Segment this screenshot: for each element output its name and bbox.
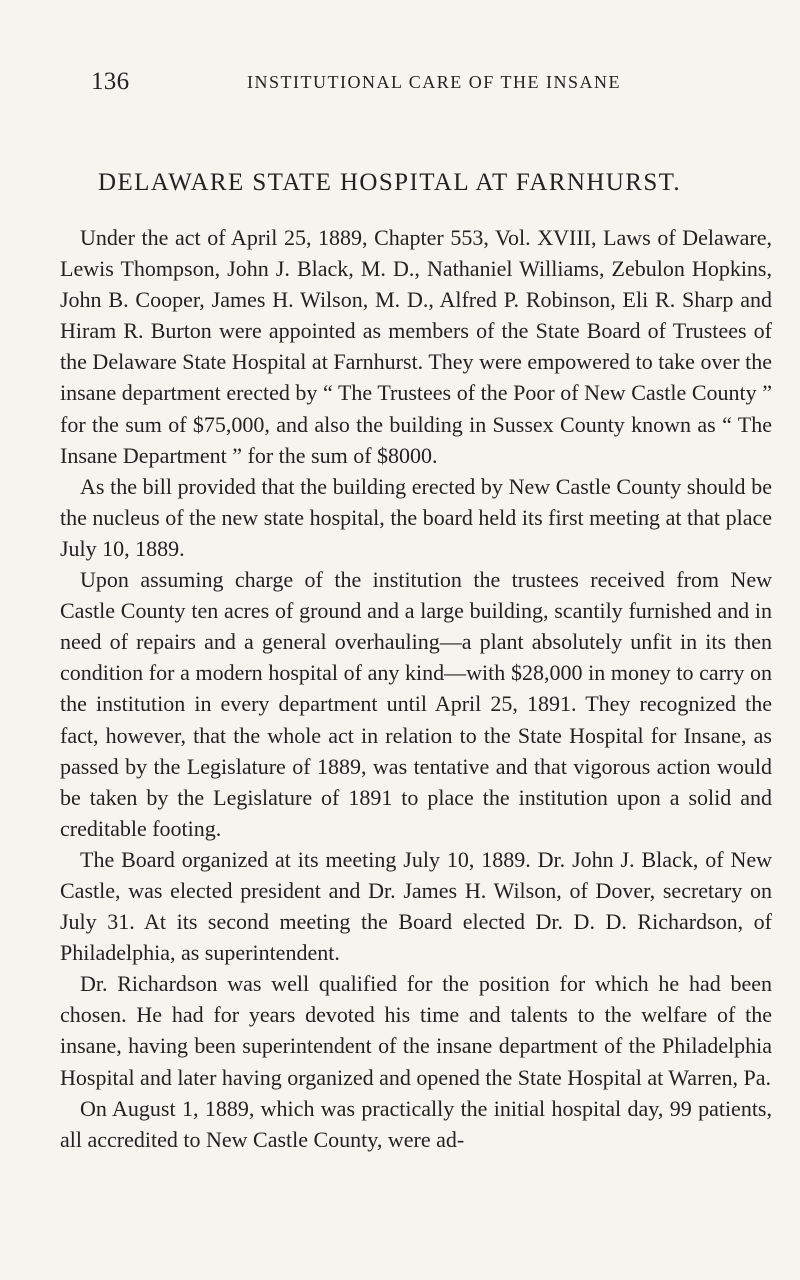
body-text — [60, 222, 772, 1155]
running-head: INSTITUTIONAL CARE OF THE INSANE — [247, 72, 621, 92]
page-number: 136 — [91, 68, 130, 95]
paragraph: Under the act of April 25, 1889, Chapter 553, Vol. XVIII, Laws of Delaware, Lewis Thompson, John J. Black, M. D., Nathaniel Williams, Zebulon Hopkins, John B. Cooper, James H. Wilson, M. D., Alfred P. Robinson, Eli R. Sharp and Hiram R. Burton were appointed as members of the State Board of Trustees of the Delaware State Hospital at Farnhurst. They were empowered to take over the insane department erected by “ The Trustees of the Poor of New Castle County ” for the sum of $75,000, and also the building in Sussex County known as “ The Insane Department ” for the sum of $8000. — [60, 225, 772, 468]
paragraph: Dr. Richardson was well qualified for the position for which he had been chosen. He had for years devoted his time and talents to the welfare of the insane, having been superintendent of the insane department of the Philadelphia Hospital and later having organized and opened the State Hospital at Warren, Pa. — [60, 971, 772, 1090]
page-header — [91, 68, 771, 108]
section-title: DELAWARE STATE HOSPITAL AT FARNHURST. — [98, 169, 682, 196]
paragraph: On August 1, 1889, which was practically the initial hospital day, 99 patients, all accredited to New Castle County, were ad- — [60, 1095, 772, 1152]
paragraph: As the bill provided that the building erected by New Castle County should be the nucleus of the new state hospital, the board held its first meeting at that place July 10, 1889. — [60, 473, 772, 561]
paragraph: The Board organized at its meeting July 10, 1889. Dr. John J. Black, of New Castle, was elected president and Dr. James H. Wilson, of Dover, secretary on July 31. At its second meeting the Board elected Dr. D. D. Richardson, of Philadelphia, as superintendent. — [60, 846, 772, 966]
paragraph: Upon assuming charge of the institution the trustees received from New Castle County ten acres of ground and a large building, scantily furnished and in need of repairs and a general overhauling—a plant absolutely unfit in its then condition for a modern hospital of any kind—with $28,000 in money to carry on the institution in every department until April 25, 1891. They recognized the fact, however, that the whole act in relation to the State Hospital for Insane, as passed by the Legislature of 1889, was tentative and that vigorous action would be taken by the Legislature of 1891 to place the institution upon a solid and creditable footing. — [60, 567, 772, 841]
